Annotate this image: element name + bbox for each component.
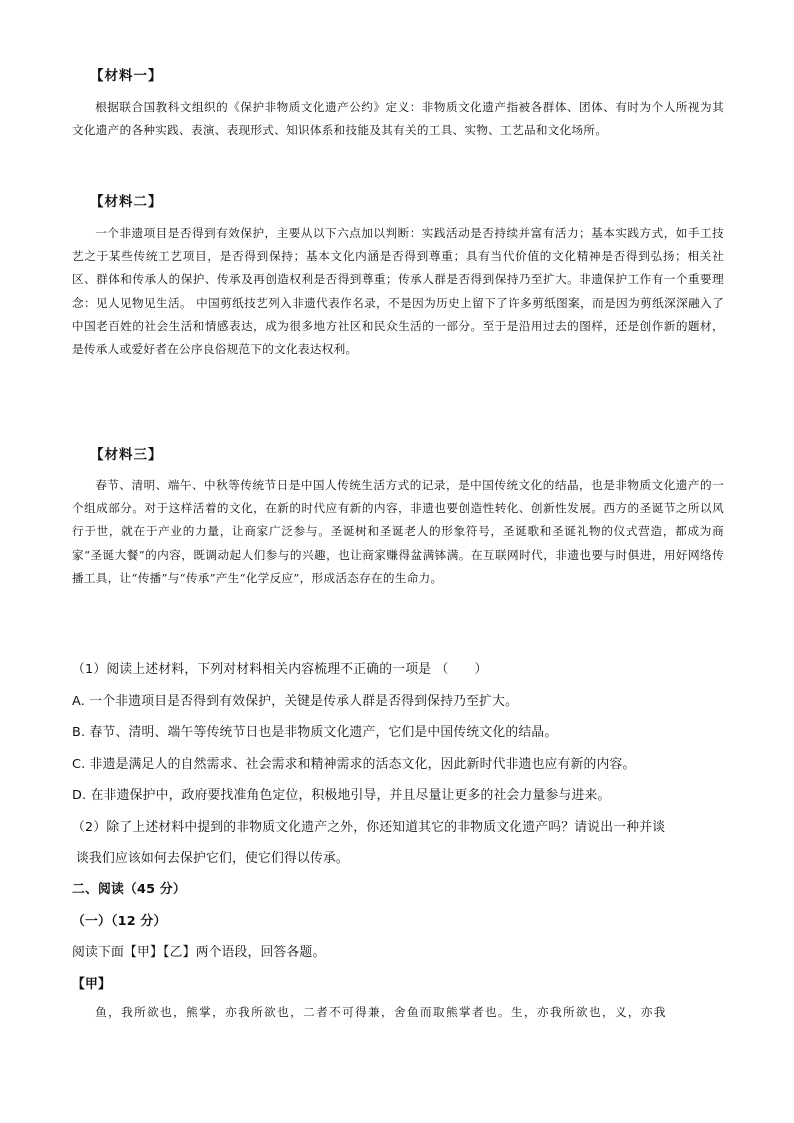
option-c: C. 非遗是满足人的自然需求、社会需求和精神需求的活态文化，因此新时代非遗也应有新的内容。 <box>72 756 636 772</box>
material3-heading: 【材料三】 <box>90 447 163 463</box>
jia-text: 鱼，我所欲也，熊掌，亦我所欲也，二者不可得兼，舍鱼而取熊掌者也。生，亦我所欲也，义，亦我 <box>95 1005 667 1019</box>
question2-line1: （2）除了上述材料中提到的非物质文化遗产之外，你还知道其它的非物质文化遗产吗？请说出一种并谈 <box>72 819 666 835</box>
section2 <box>72 874 724 1000</box>
question1 <box>72 654 724 875</box>
section2-sub: （一）（12 分） <box>72 913 167 929</box>
material2-heading: 【材料二】 <box>90 194 163 210</box>
question2-line2: 谈我们应该如何去保护它们，使它们得以传承。 <box>76 851 349 866</box>
option-d: D. 在非遗保护中，政府要找准角色定位，积极地引导，并且尽量让更多的社会力量参与进来。 <box>72 788 611 803</box>
section2-title: 二、阅读（45 分） <box>72 882 186 897</box>
option-a: A. 一个非遗项目是否得到有效保护，关键是传承人群是否得到保持乃至扩大。 <box>72 693 519 709</box>
question1-stem: （1）阅读上述材料，下列对材料相关内容梳理不正确的一项是 （ ） <box>72 662 488 677</box>
jia-label: 【甲】 <box>72 976 111 992</box>
material3-body: 春节、清明、端午、中秋等传统节日是中国人传统生活方式的记录，是中国传统文化的结晶，也是非物质文化遗产的一个组成部分。对于这样活着的文化，在新的时代应有新的内容，非遗也要创造性转化、创新性发展。西方的圣诞节之所以风行于世，就在于产业的力量，让商家广泛参与。圣诞树和圣诞老人的形象符号，圣诞歌和圣诞礼物的仪式营造，都成为商家“圣诞大餐”的内容，既调动起人们参与的兴趣，也让商家赚得盆满钵满。在互联网时代，非遗也要与时俱进，用好网络传播工具，让“传播”与“传承”产生“化学反应”，形成活态存在的生命力。 <box>72 478 724 585</box>
option-b: B. 春节、清明、端午等传统节日也是非物质文化遗产，它们是中国传统文化的结晶。 <box>72 725 558 740</box>
section2-instruction: 阅读下面【甲】【乙】两个语段，回答各题。 <box>72 945 326 960</box>
material2-body: 一个非遗项目是否得到有效保护，主要从以下六点加以判断：实践活动是否持续并富有活力；基本实践方式，如手工技艺之于某些传统工艺项目，是否得到保持；基本文化内涵是否得到尊重；具有当代价值的文化精神是否得到弘扬；相关社区、群体和传承人的保护、传承及再创造权利是否得到尊重；传承人群是否得到保持乃至扩大。非遗保护工作有一个重要理念：见人见物见生活。 中国剪纸技艺列入非遗代表作名录，不是因为历史上留下了许多剪纸图案，而是因为剪纸深深融入了中国老百姓的社会生活和情感表达，成为很多地方社区和民众生活的一部分。至于是沿用过去的图样，还是创作新的题材，是传承人或爱好者在公序良俗规范下的文化表达权利。 <box>72 226 724 357</box>
material1-body: 根据联合国教科文组织的《保护非物质文化遗产公约》定义：非物质文化遗产指被各群体、团体、有时为个人所视为其文化遗产的各种实践、表演、表现形式、知识体系和技能及其有关的工具、实物、工艺品和文化场所。 <box>72 100 724 138</box>
material1-heading: 【材料一】 <box>90 68 163 84</box>
